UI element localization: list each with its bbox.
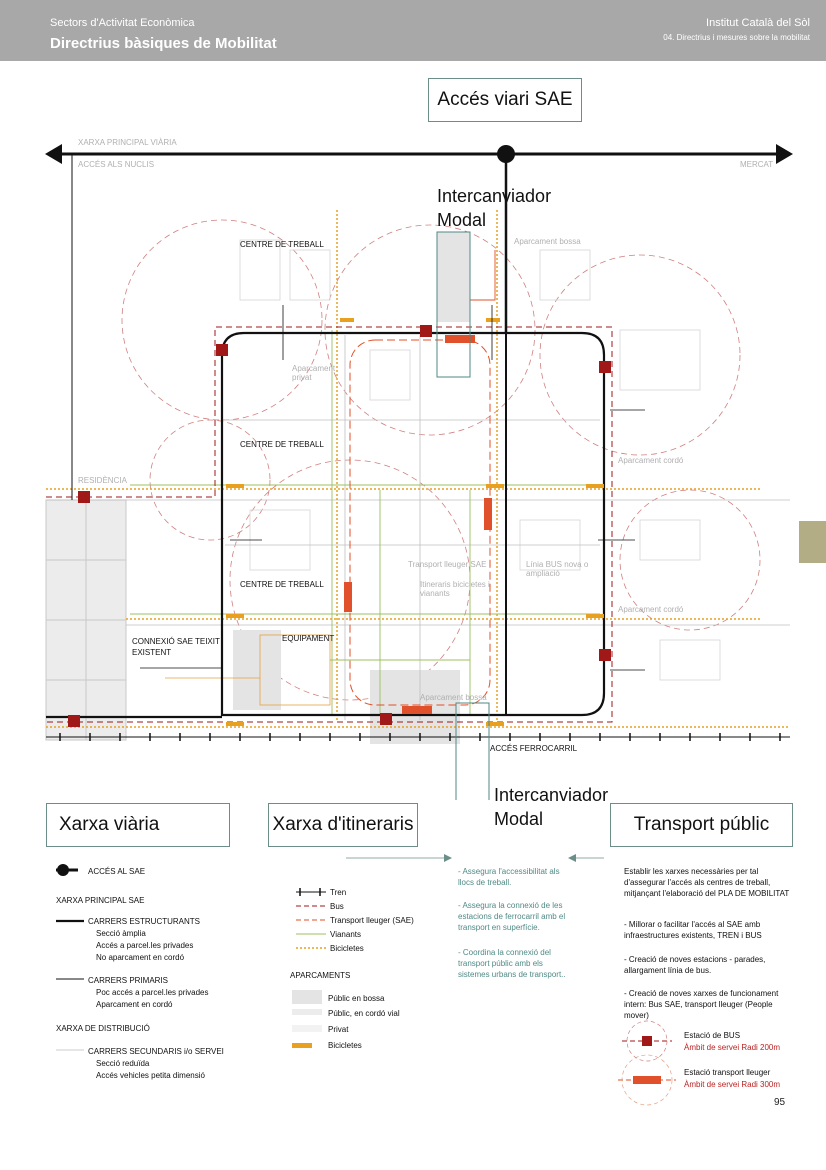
page-number: 95 [774,1097,786,1108]
legend-estructurants-desc-1: Accés a parcel.les privades [96,941,194,950]
aparcament-cordo-2: Aparcament cordó [618,605,684,614]
itineraris-label: Itineraris bicicletes i vianants [420,580,490,598]
linia-bus-label: Línia BUS nova o ampliació [526,560,589,578]
transport-lleuger-label: Transport lleuger SAE [408,560,487,569]
transport-public-box: Transport públic [610,803,793,847]
legend-estructurants-desc-0: Secció àmplia [96,929,146,938]
legend-distribucio: XARXA DE DISTRIBUCIÓ [56,1024,150,1033]
acces-ferrocarril-label: ACCÉS FERROCARRIL [490,744,578,753]
legend-acces: ACCÉS AL SAE [88,867,146,876]
centre-treball-1: CENTRE DE TREBALL [240,240,324,249]
legend-secundaris-desc-1: Accés vehicles petita dimensió [96,1071,205,1080]
intercanviador-bottom-frame [456,703,489,800]
legend-bicicletes: Bicicletes [330,944,364,953]
secondary-streets [46,335,790,720]
light-station-label: Estació transport lleuger [684,1068,771,1077]
header-title: Directrius bàsiques de Mobilitat [50,35,277,52]
legend-privat: Privat [328,1025,349,1034]
bus-stops [68,325,611,727]
legend-bicicletes-park: Bicicletes [328,1041,362,1050]
legend-lleuger: Transport lleuger (SAE) [330,916,414,925]
header-org: Institut Català del Sòl [706,17,810,29]
light-transport-link [470,235,495,300]
arrow-left-icon [45,144,62,164]
legend-primaris-desc-1: Aparcament en cordó [96,1000,173,1009]
residencia-label: RESIDÈNCIA [78,476,127,485]
legend-principal: XARXA PRINCIPAL SAE [56,896,145,905]
connexio-label: CONNEXIÓ SAE TEIXIT EXISTENT [132,637,220,657]
bike-parking [226,318,604,726]
legend-primaris-desc-0: Poc accés a parcel.les privades [96,988,209,997]
legend-secundaris: CARRERS SECUNDARIS i/o SERVEI [88,1047,224,1056]
intercanviador-note-0: - Assegura l'accessibilitat als llocs de treball. [458,867,560,887]
legend-secundaris-desc-0: Secció reduïda [96,1059,150,1068]
xarxa-principal-label: XARXA PRINCIPAL VIÀRIA [78,138,177,147]
transport-item-1: - Creació de noves estacions - parades, allargament línia de bus. [624,955,766,975]
bus-line [46,327,612,722]
intercanviador-note-2: - Coordina la connexió del transport públic amb els sistemes urbans de transport.. [458,948,566,979]
legend-tren: Tren [330,888,347,897]
transport-item-2: - Creació de noves xarxes de funcionament intern: Bus SAE, transport lleuger (People mover) [624,989,779,1020]
legend-bus: Bus [330,902,344,911]
intercanviador-bottom-label: Intercanviador Modal [494,785,609,829]
aparcament-bossa-top: Aparcament bossa [514,237,581,246]
bus-station-label: Estació de BUS [684,1031,741,1040]
centre-treball-3: CENTRE DE TREBALL [240,580,324,589]
aparcament-cordo-1: Aparcament cordó [618,456,684,465]
legend-aparcaments: APARCAMENTS [290,971,351,980]
xarxa-viaria-box: Xarxa viària [46,803,230,847]
acces-viari-box: Accés viari SAE [428,78,582,122]
legend-estructurants: CARRERS ESTRUCTURANTS [88,917,201,926]
parking-equipment [233,630,281,710]
aparcament-bossa-bottom: Aparcament bossa [420,693,487,702]
legend-estructurants-desc-2: No aparcament en cordó [96,953,185,962]
acces-nuclis-label: ACCÉS ALS NUCLIS [78,160,155,169]
xarxa-itineraris-box: Xarxa d'itineraris [268,803,418,847]
light-radius-label: Àmbit de servei Radi 300m [684,1080,781,1089]
legend-public-bossa: Públic en bossa [328,994,385,1003]
parking-top [437,232,470,322]
header-section: 04. Directrius i mesures sobre la mobilitat [663,33,810,42]
legend-primaris: CARRERS PRIMARIS [88,976,169,985]
legend-public-cordo: Públic, en cordó vial [328,1009,400,1018]
header-subtitle: Sectors d'Activitat Econòmica [50,17,195,29]
transport-intro: Establir les xarxes necessàries per tal d'assegurar l'accés als centres de treball, mitjançant l'elaboració del PLA DE MOBILITAT [624,867,790,898]
arrow-right-icon [776,144,793,164]
intercanviador-note-1: - Assegura la connexió de les estacions de ferrocarril amb el transport en superfície. [458,901,566,932]
bus-radius-label: Àmbit de servei Radi 200m [684,1043,781,1052]
legend-vianants: Vianants [330,930,361,939]
access-node-icon [497,145,515,163]
aparcament-privat: Aparcament privat [292,364,336,382]
intercanviador-top-label: Intercanviador Modal [437,186,552,230]
transport-item-0: - Millorar o facilitar l'accés al SAE amb infraestructures existents, TREN i BUS [624,920,762,940]
equipament-label: EQUIPAMENT [282,634,335,643]
centre-treball-2: CENTRE DE TREBALL [240,440,324,449]
mercat-label: MERCAT [740,160,774,169]
access-arrows [140,305,645,670]
